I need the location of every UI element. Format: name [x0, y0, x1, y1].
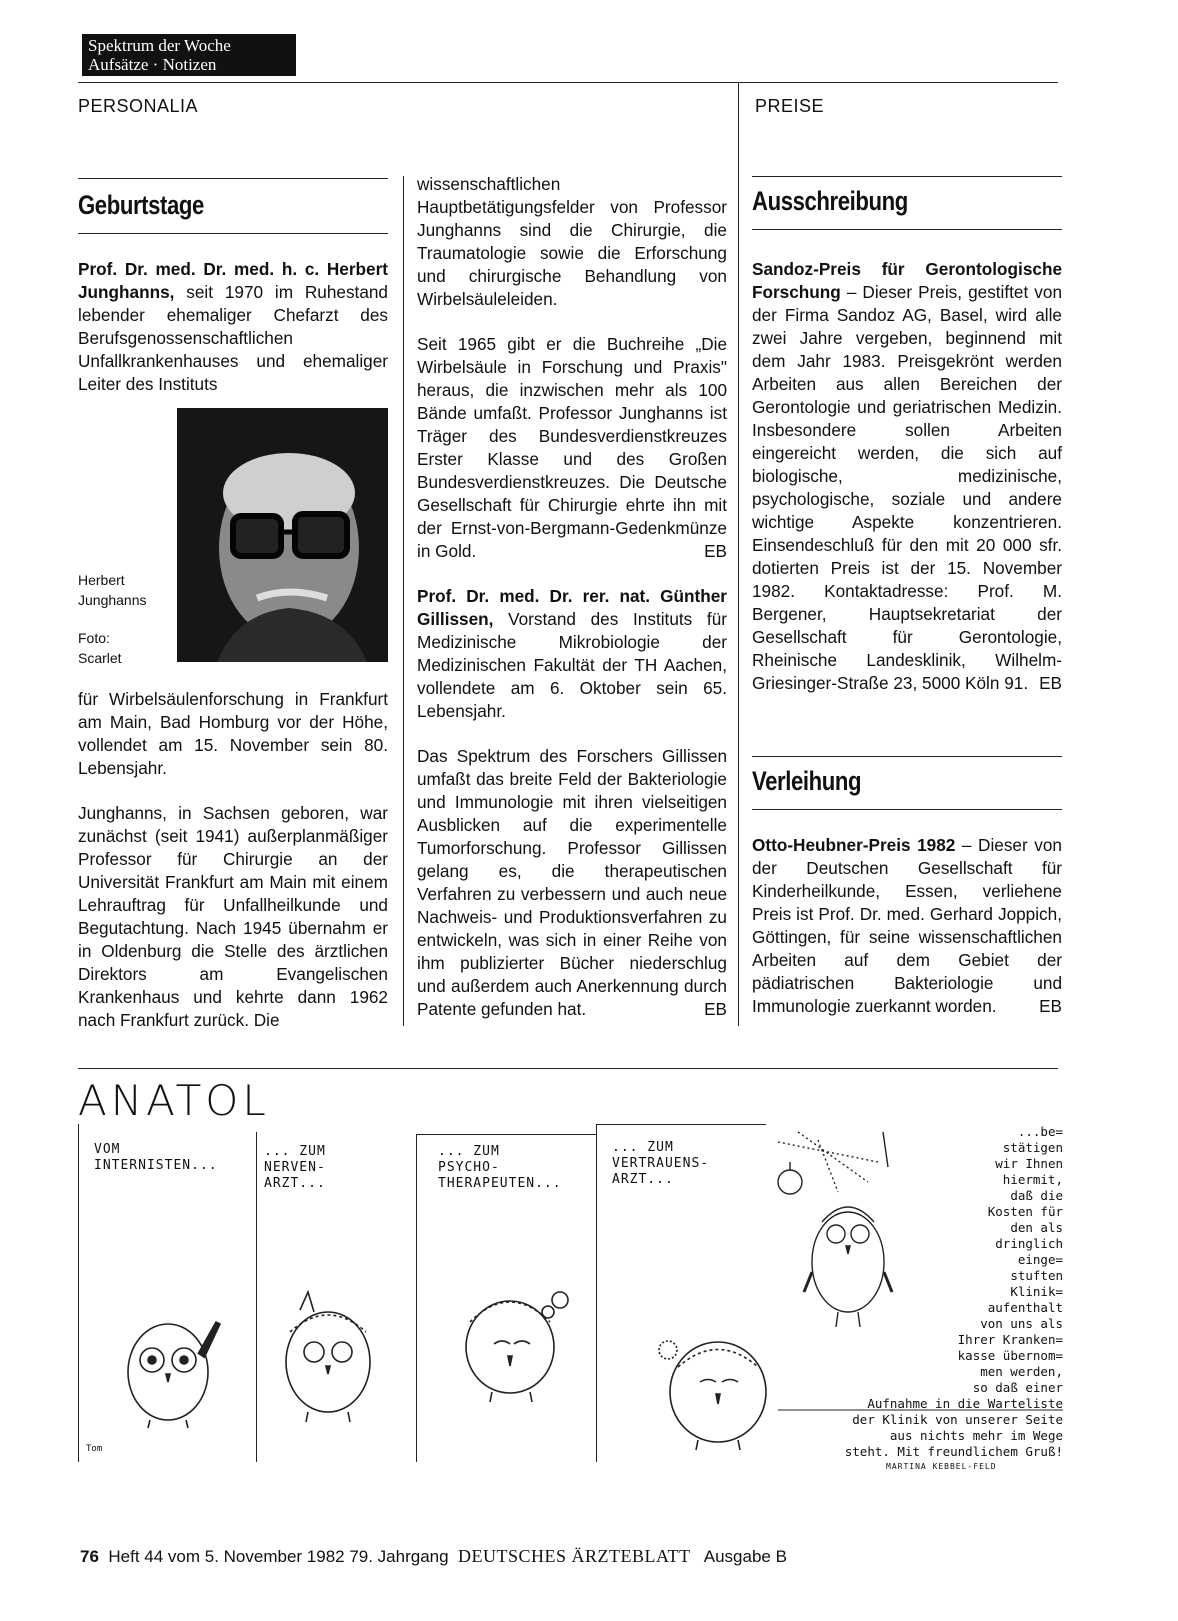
- page-footer: [80, 1546, 787, 1567]
- section-line-2: Aufsätze · Notizen: [88, 55, 217, 74]
- panel-3-text: ... ZUM PSYCHO- THERAPEUTEN...: [438, 1144, 562, 1191]
- rubric-personalia: PERSONALIA: [78, 96, 199, 116]
- heading-verleihung: Verleihung: [752, 766, 862, 796]
- owl-3: [466, 1292, 568, 1402]
- cartoon-strip: [78, 1122, 1063, 1472]
- publication-name: DEUTSCHES ÄRZTEBLATT: [458, 1546, 691, 1566]
- panel-2-text: ... ZUM NERVEN- ARZT...: [264, 1144, 326, 1191]
- column-divider-right: [738, 82, 739, 1026]
- heubner-title: Otto-Heubner-Preis 1982: [752, 835, 956, 855]
- junghanns-p3: Junghanns, in Sachsen geboren, war zunächst (seit 1941) außerplanmäßiger Professor für Chirurgie an der Universität Frankfurt am Main mit einem Lehrauftrag für Unfallheilkunde und Begutachtung. Nach 1945 übernahm er in Oldenburg die Stelle des ärztlichen Direktors am Evangelischen Krankenhaus und kehrte dann 1962 nach Frankfurt zurück. Die: [78, 803, 388, 1030]
- gillissen-intro: Vorstand des Instituts für Medizinische Mikrobiologie der Medizinischen Fakultät der TH Aachen, vollendete am 6. Oktober sein 65. Lebensjahr.: [417, 609, 727, 721]
- rubric-preise: PREISE: [755, 96, 825, 116]
- section-line-1: Spektrum der Woche: [88, 36, 231, 55]
- signature-eb: EB: [704, 541, 727, 561]
- gillissen-p2: Das Spektrum des Forschers Gillissen umfaßt das breite Feld der Bakteriologie und Immunologie mit ihren vielseitigen Ausblicken auf die experimentelle Tumorforschung. Professor Gillissen gelang es, die therapeutischen Verfahren zu verbessern und auch neue Nachweis- und Produktionsverfahren zu entwickeln, was sich in einer Reihe von ihm publizierter Bücher niederschlug und außerdem auch Anerkennung durch Patente gefunden hat.: [417, 746, 727, 1019]
- portrait-photo: [177, 408, 388, 662]
- signature-eb: EB: [1039, 673, 1062, 693]
- section-badge: [82, 34, 296, 76]
- page-number: 76: [80, 1547, 99, 1566]
- sandoz-text: – Dieser Preis, gestiftet von der Firma Sandoz AG, Basel, wird alle zwei Jahre vergeben, beginnend mit dem Jahr 1983. Preisgekrönt werden Arbeiten aus allen Bereichen der Gerontologie und geriatrischen Medizin. Insbesondere sollen Arbeiten eingereicht werden, die sich auf biologische, medizinische, psychologische, soziale und andere wichtige Aspekte konzentrieren. Einsendeschluß für den mit 20 000 sfr. dotierten Preis ist der 15. November 1982. Kontaktadresse: Prof. M. Bergener, Hauptsekretariat der Gesellschaft für Gerontologie, Rheinische Landesklinik, Wilhelm-Griesinger-Straße 23, 5000 Köln 91.: [752, 282, 1062, 693]
- owl-1: [128, 1322, 220, 1428]
- left-column-bottom: [78, 688, 388, 1054]
- left-column-top: [78, 258, 388, 396]
- cartoon-rule: [78, 1068, 1058, 1069]
- signature-eb: EB: [704, 999, 727, 1019]
- edition-label: Ausgabe B: [703, 1547, 787, 1566]
- junghanns-p2: für Wirbelsäulenforschung in Frankfurt am Main, Bad Homburg vor der Höhe, vollendet am 15. November sein 80. Lebensjahr.: [78, 689, 388, 778]
- cartoon-title: ANATOL: [78, 1076, 270, 1125]
- junghanns-name: Prof. Dr. med. Dr. med. h. c. Herbert Junghanns,: [78, 259, 388, 302]
- cartoon-signature: MARTINA KEBBEL-FELD: [886, 1462, 997, 1471]
- heading-rule-bottom: [752, 809, 1062, 810]
- owl-2: [286, 1292, 370, 1422]
- top-rule: [78, 82, 1058, 83]
- gillissen-name: Prof. Dr. med. Dr. rer. nat. Günther Gillissen,: [417, 586, 727, 629]
- portrait-illustration: [177, 408, 388, 662]
- signature-eb: EB: [1039, 996, 1062, 1016]
- junghanns-p5: Seit 1965 gibt er die Buchreihe „Die Wirbelsäule in Forschung und Praxis" heraus, die inzwischen mehr als 100 Bände umfaßt. Professor Junghanns ist Träger des Bundesverdienstkreuzes Erster Klasse und des Großen Bundesverdienstkreuzes. Die Deutsche Gesellschaft für Chirurgie ehrte ihn mit der Ernst-von-Bergmann-Gedenkmünze in Gold.: [417, 334, 727, 561]
- heading-rule-bottom: [752, 229, 1062, 230]
- heading-rule-top: [78, 178, 388, 179]
- artist-mark: Tom: [86, 1444, 103, 1454]
- heading-ausschreibung: Ausschreibung: [752, 186, 908, 216]
- panel-1-text: VOM INTERNISTEN...: [94, 1142, 218, 1173]
- owl-4: [659, 1341, 766, 1450]
- issue-info: Heft 44 vom 5. November 1982 79. Jahrgang: [108, 1547, 449, 1566]
- heubner-text: – Dieser von der Deutschen Gesellschaft für Kinderheilkunde, Essen, verliehene Preis ist Prof. Dr. med. Gerhard Joppich, Göttingen, für seine wissenschaftlichen Arbeiten auf dem Gebiet der pädiatrischen Bakteriologie und Immunologie zuerkannt worden.: [752, 835, 1062, 1016]
- junghanns-intro: seit 1970 im Ruhestand lebender ehemaliger Chefarzt des Berufsgenossenschaftlichen Unfallkrankenhauses und ehemaliger Leiter des Instituts: [78, 282, 388, 394]
- cartoon-letter: ...be= stätigen wir Ihnen hiermit, daß die Kosten für den als dringlich einge= stuften Klinik= aufenthalt von uns als Ihrer Kranken= kasse übernom= men werden, so daß einer Aufnahme in die Warteliste der Klinik von unserer Seite aus nichts mehr im Wege steht. Mit freundlichem Gruß!: [844, 1124, 1063, 1459]
- heading-geburtstage: Geburtstage: [78, 190, 204, 220]
- heading-rule-top: [752, 176, 1062, 177]
- column-divider-left: [403, 176, 404, 1026]
- photo-caption-credit: Foto: Scarlet: [78, 630, 122, 666]
- photo-caption-name: Herbert Junghanns: [78, 572, 147, 608]
- heading-rule-top: [752, 756, 1062, 757]
- heading-rule-bottom: [78, 233, 388, 234]
- junghanns-p4: wissenschaftlichen Hauptbetätigungsfelder von Professor Junghanns sind die Chirurgie, die Traumatologie sowie die Erforschung und chirurgische Behandlung von Wirbelsäuleleiden.: [417, 174, 727, 309]
- panel-4-text: ... ZUM VERTRAUENS- ARZT...: [612, 1140, 710, 1187]
- sandoz-title: Sandoz-Preis für Gerontologische Forschung: [752, 259, 1062, 302]
- right-column-top: [752, 258, 1062, 695]
- middle-column: [417, 173, 727, 1043]
- right-column-bottom: [752, 834, 1062, 1018]
